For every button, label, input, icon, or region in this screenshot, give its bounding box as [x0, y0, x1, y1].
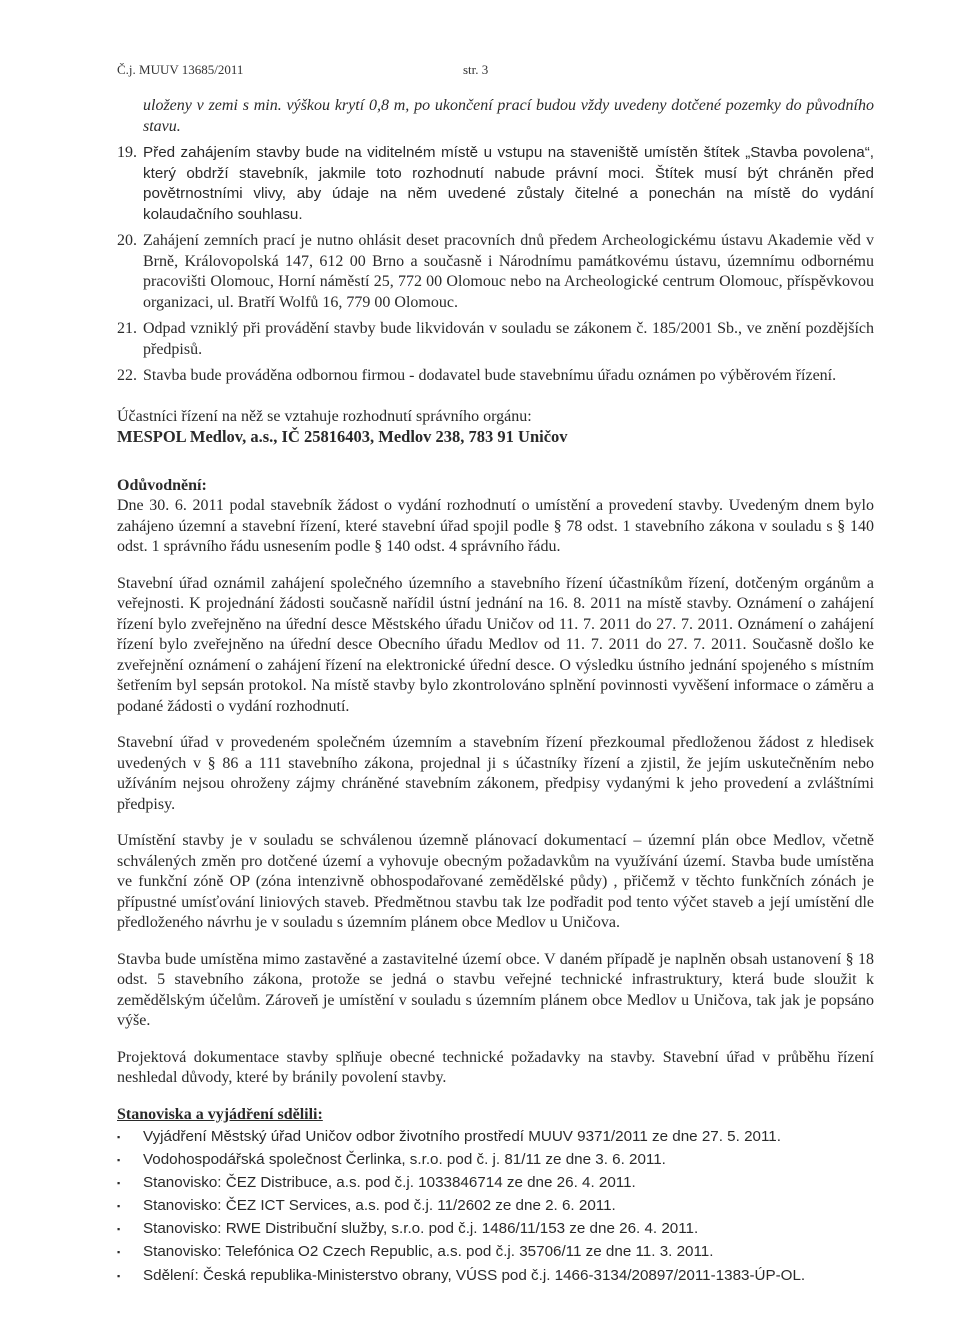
- participant-party: MESPOL Medlov, a.s., IČ 25816403, Medlov 238, 783 91 Uničov: [117, 427, 568, 446]
- reference-number: Č.j. MUUV 13685/2011: [117, 62, 244, 77]
- item-text: Zahájení zemních prací je nutno ohlásit deset pracovních dnů předem Archeologickému ústavu Akademie věd v Brně, Královopolská 147, 612 00 Brno a současně i Národnímu památkovému ústavu, územnímu odbornému pracovišti Olomouc, Horní náměstí 25, 772 00 Olomouc nebo na Archeologické centrum Olomouc, příspěvkovou organizaci, ul. Bratří Wolfů 16, 779 00 Olomouc.: [143, 232, 874, 311]
- condition-item-19: [117, 143, 874, 225]
- bullet-icon: ▪: [117, 1224, 121, 1235]
- continuation-text: uloženy v zemi s min. výškou krytí 0,8 m, po ukončení prací budou vždy uvedeny dotčené pozemky do původního stavu.: [143, 97, 874, 135]
- reasoning-paragraph: Dne 30. 6. 2011 podal stavebník žádost o vydání rozhodnutí o umístění a provedení stavby. Uvedeným dnem bylo zahájeno územní a stavební řízení, které stavební úřad spojil podle § 78 odst. 1 stavebního zákona v souladu s § 140 odst. 1 správního řádu usnesením podle § 140 odst. 4 správního řádu.: [117, 497, 874, 555]
- item-text: Odpad vzniklý při provádění stavby bude likvidován v souladu se zákonem č. 185/2001 Sb., ve znění pozdějších předpisů.: [143, 320, 874, 358]
- list-item: [117, 1196, 874, 1217]
- participants-block: [117, 407, 874, 448]
- item-text: Stavba bude prováděna odbornou firmou - dodavatel bude stavebnímu úřadu oznámen po výběrovém řízení.: [143, 367, 837, 384]
- list-item-text: Stanovisko: Telefónica O2 Czech Republic, a.s. pod č.j. 35706/11 ze dne 11. 3. 2011.: [143, 1243, 714, 1261]
- list-item: [117, 1219, 874, 1240]
- page-header: [117, 62, 489, 78]
- list-item: [117, 1150, 874, 1171]
- reasoning-heading: Odůvodnění:: [117, 476, 207, 494]
- item-text: Před zahájením stavby bude na viditelném místě u vstupu na staveniště umístěn štítek „Stavba povolena“, který obdrží stavebník, jakmile toto rozhodnutí nabude právní moci. Štítek musí být chráněn před povětrnostními vlivy, aby údaje na něm uvedené zůstaly čitelné a ponechán na místě do vydání kolaudačního souhlasu.: [143, 144, 874, 223]
- reasoning-paragraph: Stavební úřad v provedeném společném územním a stavebním řízení přezkoumal předloženou žádost z hledisek uvedených v § 86 a 111 stavebního zákona, projednal ji s účastníky řízení a zjistil, že jejím uskutečněním nebo užíváním nejsou ohroženy zájmy chráněné stavebním zákonem, předpisy vydanými k jeho provedení a zvláštními předpisy.: [117, 734, 874, 813]
- statements-heading: Stanoviska a vyjádření sdělili:: [117, 1105, 323, 1123]
- bullet-icon: ▪: [117, 1247, 121, 1258]
- list-item: [117, 1127, 874, 1148]
- item-number: 19.: [117, 144, 137, 161]
- list-item: [117, 1266, 874, 1287]
- bullet-icon: ▪: [117, 1178, 121, 1189]
- item-number: 21.: [117, 320, 137, 337]
- list-item-text: Vyjádření Městský úřad Uničov odbor životního prostředí MUUV 9371/2011 ze dne 27. 5. 2011.: [143, 1128, 781, 1145]
- page-number: str. 3: [463, 62, 489, 77]
- reasoning-paragraph: Stavební úřad oznámil zahájení společného územního a stavebního řízení účastníkům řízení, dotčeným orgánům a veřejnosti. K projednání žádosti současně nařídil ústní jednání na 16. 8. 2011 na místě stavby. Oznámení o zahájení řízení bylo zveřejněno na úřední desce Městského úřadu Uničov od 11. 7. 2011 do 27. 7. 2011. Oznámení o zahájení řízení bylo zveřejněno na úřední desce Obecního úřadu Medlov od 11. 7. 2011 do 27. 7. 2011. Současně došlo ke zveřejnění oznámení o zahájení řízení na elektronické úřední desce. O výsledku ústního jednání spojeného s místním šetřením byl sepsán protokol. Na místě stavby bylo zkontrolováno splnění povinnosti vyvěšení informace o záměru a podané žádosti o vydání rozhodnutí.: [117, 574, 874, 715]
- list-item: [117, 1242, 874, 1263]
- bullet-icon: ▪: [117, 1270, 121, 1281]
- condition-item-22: [117, 366, 874, 387]
- list-item-text: Sdělení: Česká republika-Ministerstvo obrany, VÚSS pod č.j. 1466-3134/20897/2011-1383-ÚP-OL.: [143, 1266, 806, 1284]
- list-item-text: Stanovisko: RWE Distribuční služby, s.r.o. pod č.j. 1486/11/153 ze dne 26. 4. 2011.: [143, 1220, 699, 1238]
- condition-item-21: [117, 319, 874, 360]
- reasoning-paragraph: Projektová dokumentace stavby splňuje obecné technické požadavky na stavby. Stavební úřad v průběhu řízení neshledal důvody, které by bránily povolení stavby.: [117, 1048, 874, 1086]
- list-item-text: Stanovisko: ČEZ Distribuce, a.s. pod č.j. 1033846714 ze dne 26. 4. 2011.: [143, 1174, 636, 1192]
- reasoning-paragraph: Stavba bude umístěna mimo zastavěné a zastavitelné území obce. V daném případě je naplněn obsah ustanovení § 18 odst. 5 stavebního zákona, protože se jedná o stavbu veřejné technické infrastruktury, která bude sloužit k zemědělským účelům. Zároveň je umístění v souladu s územním plánem obce Medlov u Uničova, tak jak je popsáno výše.: [117, 950, 874, 1029]
- list-item-text: Vodohospodářská společnost Čerlinka, s.r.o. pod č. j. 81/11 ze dne 3. 6. 2011.: [143, 1151, 666, 1169]
- condition-item-20: [117, 231, 874, 313]
- list-item: [117, 1173, 874, 1194]
- bullet-icon: ▪: [117, 1132, 121, 1142]
- list-item-text: Stanovisko: ČEZ ICT Services, a.s. pod č.j. 11/2602 ze dne 2. 6. 2011.: [143, 1197, 616, 1215]
- bullet-icon: ▪: [117, 1155, 121, 1166]
- participants-label: Účastníci řízení na něž se vztahuje rozhodnutí správního orgánu:: [117, 407, 532, 425]
- item-number: 22.: [117, 367, 137, 384]
- bullet-icon: ▪: [117, 1201, 121, 1212]
- document-body: [117, 96, 874, 1289]
- reasoning-paragraph: Umístění stavby je v souladu se schválenou územně plánovací dokumentací – územní plán obce Medlov, včetně schválených změn pro dotčené území a vyhovuje obecným požadavkům na využívání území. Stavba bude umístěna ve funkční zóně OP (zóna intenzivně obhospodařované zemědělské půdy) , přičemž v těchto funkčních zónách je přípustné umísťování liniových staveb. Předmětnou stavbu tak lze podřadit pod tento výčet staveb a její umístění dle předloženého návrhu je v souladu s územním plánem obce Medlov u Uničova.: [117, 832, 874, 931]
- item-number: 20.: [117, 232, 137, 249]
- statements-list: [117, 1127, 874, 1286]
